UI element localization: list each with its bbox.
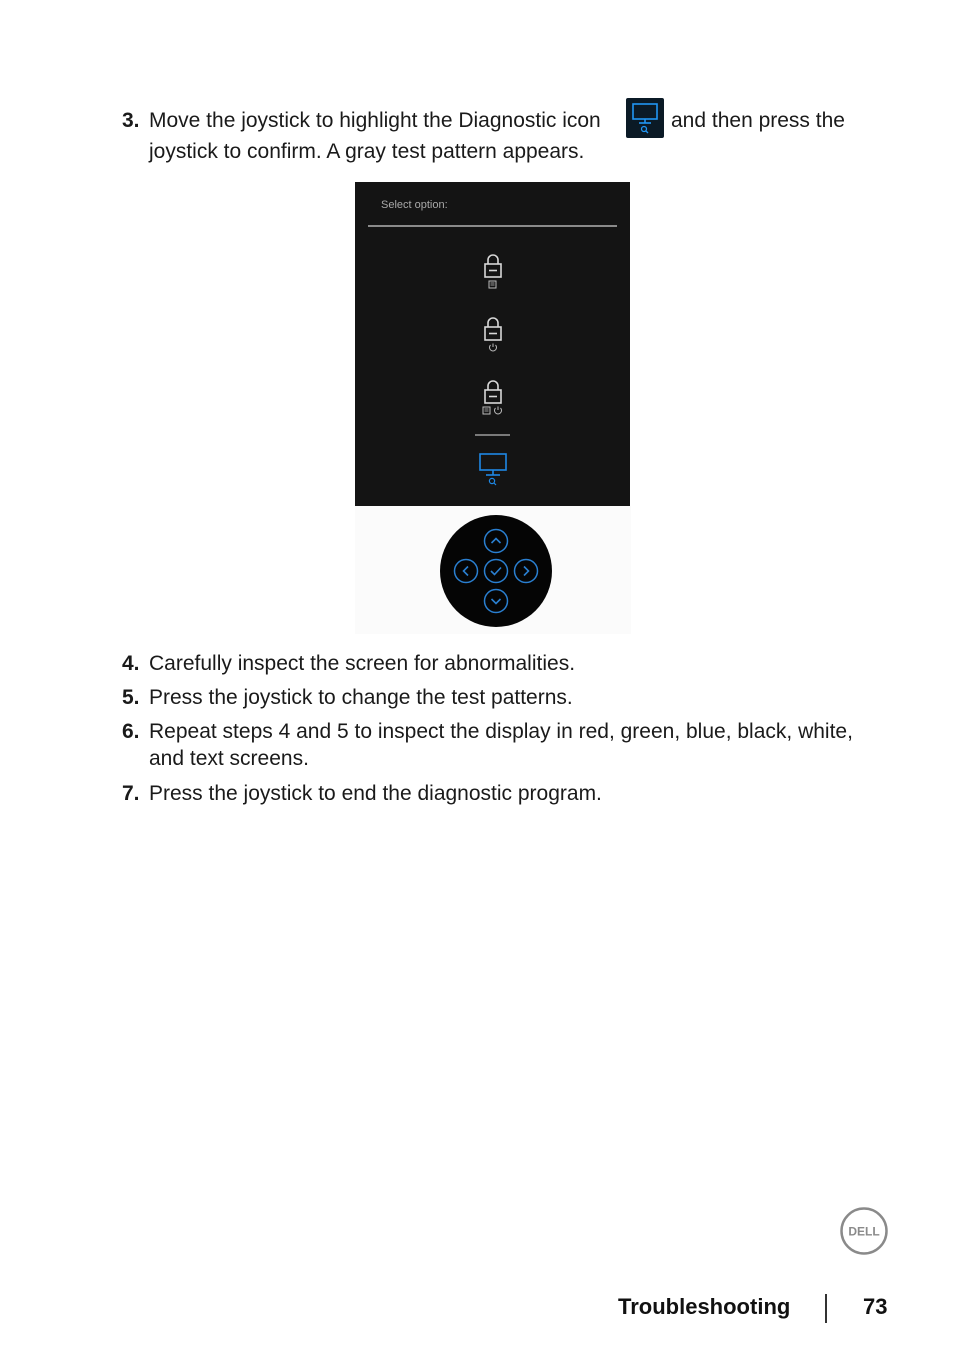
joystick bbox=[440, 515, 552, 627]
step-number: 4. bbox=[122, 652, 140, 675]
step-text: Move the joystick to highlight the Diagnostic icon bbox=[149, 109, 601, 132]
step-text: Press the joystick to change the test patterns. bbox=[149, 686, 573, 709]
joystick-left-button[interactable] bbox=[453, 558, 479, 584]
step-number: 3. bbox=[122, 109, 140, 132]
step-number: 6. bbox=[122, 720, 140, 743]
diagnostic-icon[interactable] bbox=[478, 450, 508, 494]
diagnostic-icon bbox=[626, 98, 664, 138]
step-text-cont: and then press the bbox=[671, 109, 845, 132]
joystick-panel bbox=[355, 506, 631, 634]
power-lock-icon[interactable] bbox=[478, 315, 508, 359]
joystick-confirm-button[interactable] bbox=[483, 558, 509, 584]
step-number: 5. bbox=[122, 686, 140, 709]
step-number: 7. bbox=[122, 782, 140, 805]
osd-menu bbox=[355, 182, 630, 506]
page-number: 73 bbox=[863, 1294, 888, 1319]
menu-lock-icon[interactable] bbox=[478, 252, 508, 296]
step-text: Carefully inspect the screen for abnormalities. bbox=[149, 652, 576, 675]
step-text-line2: and text screens. bbox=[149, 747, 309, 770]
dell-logo bbox=[839, 1206, 889, 1256]
step-text: Repeat steps 4 and 5 to inspect the display in red, green, blue, black, white, bbox=[149, 720, 853, 743]
joystick-right-button[interactable] bbox=[513, 558, 539, 584]
step-text: Press the joystick to end the diagnostic program. bbox=[149, 782, 602, 805]
footer-divider bbox=[825, 1294, 827, 1323]
menu-power-lock-icon[interactable] bbox=[478, 378, 508, 422]
step-text-line2: joystick to confirm. A gray test pattern appears. bbox=[149, 140, 585, 163]
joystick-up-button[interactable] bbox=[483, 528, 509, 554]
osd-divider bbox=[368, 225, 617, 227]
logo-text: DELL bbox=[848, 1224, 880, 1239]
section-title: Troubleshooting bbox=[618, 1294, 791, 1319]
osd-title: Select option: bbox=[381, 199, 448, 211]
osd-separator bbox=[475, 434, 510, 436]
joystick-down-button[interactable] bbox=[483, 588, 509, 614]
